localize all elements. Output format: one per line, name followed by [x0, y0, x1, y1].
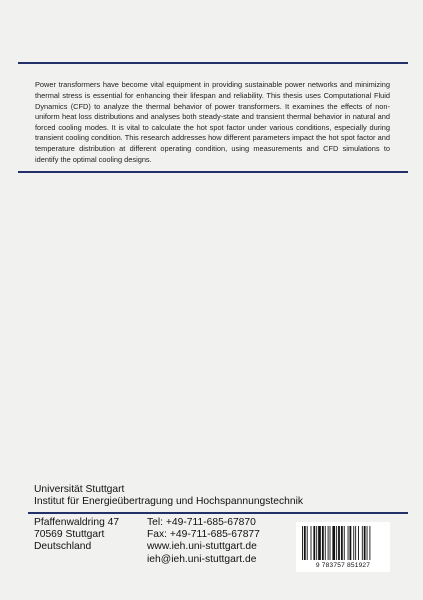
barcode-bar: [364, 526, 366, 560]
barcode-bar: [358, 526, 359, 560]
contact-email: ieh@ieh.uni-stuttgart.de: [147, 553, 257, 565]
abstract-text: Power transformers have become vital equipment in providing sustainable power networks and minimizing thermal stress is essential for enhancing their lifespan and reliability. This thesis uses Computational Fluid Dynamics (CFD) to analyze the thermal behavior of power transformers. It examines the effects of non-uniform heat loss distributions and analyses both steady-state and transient thermal behavior in natural and forced cooling modes. It is vital to calculate the hot spot factor under various conditions, especially during transient cooling condition. This research addresses how different parameters impact the hot spot factor and temperature distribution at different operating condition, using measurements and CFD simulations to identify the optimal cooling designs.: [35, 80, 390, 164]
barcode-bar: [344, 526, 345, 560]
contact-block: [147, 517, 260, 566]
contact-fax: Fax: +49-711-685-67877: [147, 529, 260, 541]
barcode-bar: [313, 526, 315, 560]
barcode-bar: [311, 526, 312, 560]
university-name: Universität Stuttgart: [34, 484, 125, 495]
barcode-bar: [318, 526, 321, 560]
address-divider: [28, 512, 408, 514]
isbn-barcode: [296, 522, 390, 572]
barcode-bar: [307, 526, 308, 560]
barcode-bar: [338, 526, 340, 560]
address-city: 70569 Stuttgart: [34, 529, 105, 541]
barcode-bar: [302, 526, 303, 560]
barcode-bar: [336, 526, 337, 560]
contact-web: www.ieh.uni-stuttgart.de: [147, 541, 257, 553]
barcode-bars: [301, 526, 385, 562]
barcode-bar: [316, 526, 317, 560]
address-country: Deutschland: [34, 541, 92, 553]
barcode-bar: [350, 526, 352, 560]
barcode-bar: [348, 526, 349, 560]
barcode-number: 9 783757 851927: [315, 562, 371, 569]
barcode-bar: [332, 526, 335, 560]
barcode-bar: [304, 526, 306, 560]
address-block: [34, 517, 119, 554]
barcode-bar: [367, 526, 368, 560]
barcode-bar: [322, 526, 324, 560]
barcode-bar: [341, 526, 343, 560]
barcode-bar: [369, 526, 370, 560]
barcode-bar: [328, 526, 329, 560]
barcode-bar: [355, 526, 356, 560]
address-street: Pfaffenwaldring 47: [34, 517, 120, 528]
contact-tel: Tel: +49-711-685-67870: [147, 517, 256, 528]
barcode-bar: [330, 526, 331, 560]
barcode-bar: [353, 526, 354, 560]
barcode-bar: [325, 526, 326, 560]
institution-block: [34, 484, 303, 508]
barcode-bar: [362, 526, 363, 560]
top-divider: [18, 62, 408, 64]
institute-name: Institut für Energieübertragung und Hochspannungstechnik: [34, 496, 304, 507]
abstract-bottom-divider: [18, 171, 408, 173]
